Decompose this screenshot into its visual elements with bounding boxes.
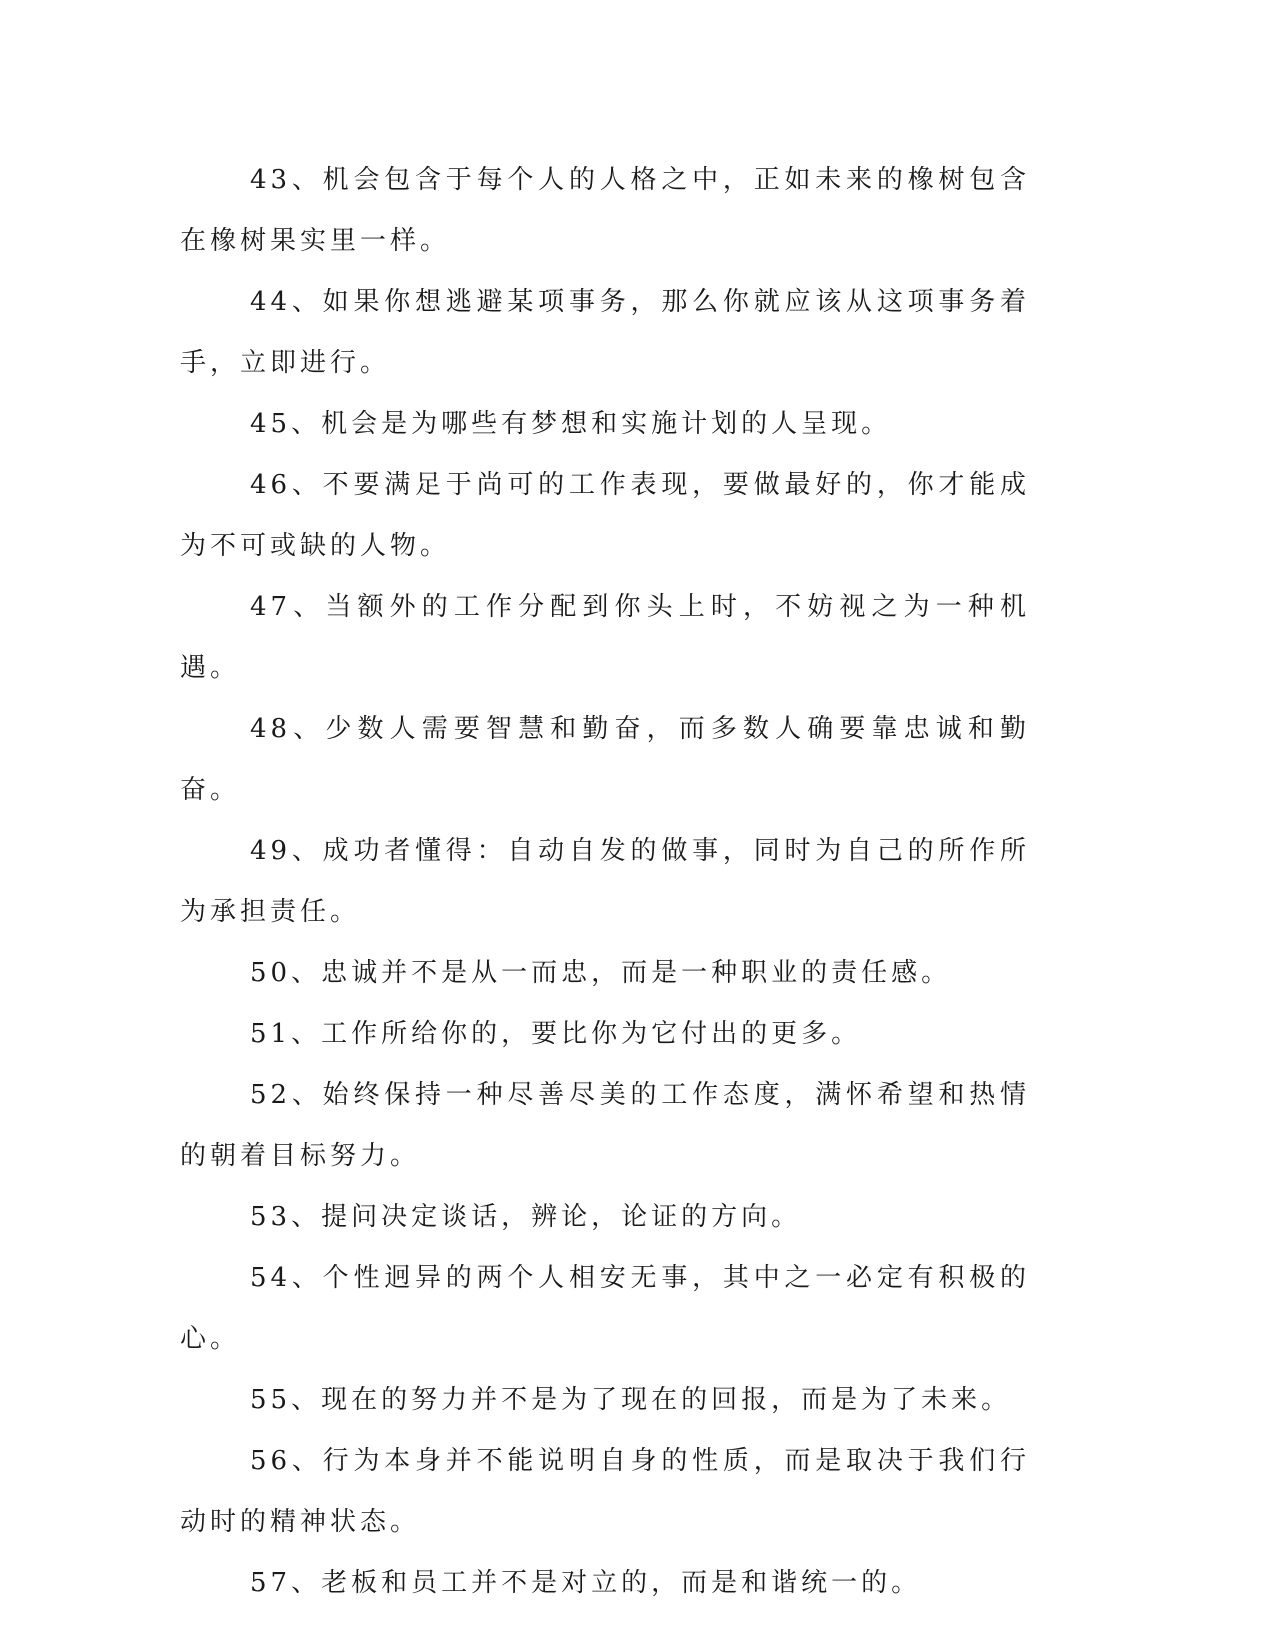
paragraph-56: 56、行为本身并不能说明自身的性质，而是取决于我们行动时的精神状态。 — [180, 1446, 1030, 1537]
paragraph-45: 45、机会是为哪些有梦想和实施计划的人呈现。 — [250, 409, 892, 439]
paragraph-55: 55、现在的努力并不是为了现在的回报，而是为了未来。 — [250, 1385, 1012, 1415]
paragraph-44: 44、如果你想逃避某项事务，那么你就应该从这项事务着手，立即进行。 — [180, 287, 1030, 378]
paragraph-46: 46、不要满足于尚可的工作表现，要做最好的，你才能成为不可或缺的人物。 — [180, 470, 1030, 561]
paragraph-43: 43、机会包含于每个人的人格之中，正如未来的橡树包含在橡树果实里一样。 — [180, 165, 1030, 256]
paragraph-50: 50、忠诚并不是从一而忠，而是一种职业的责任感。 — [250, 958, 952, 988]
paragraph-53: 53、提问决定谈话，辨论，论证的方向。 — [250, 1202, 802, 1232]
paragraph-57: 57、老板和员工并不是对立的，而是和谐统一的。 — [250, 1568, 922, 1598]
paragraph-52: 52、始终保持一种尽善尽美的工作态度，满怀希望和热情的朝着目标努力。 — [180, 1080, 1030, 1171]
document-body — [180, 150, 1030, 1614]
paragraph-48: 48、少数人需要智慧和勤奋，而多数人确要靠忠诚和勤奋。 — [180, 714, 1030, 805]
paragraph-47: 47、当额外的工作分配到你头上时，不妨视之为一种机遇。 — [180, 592, 1030, 683]
paragraph-49: 49、成功者懂得：自动自发的做事，同时为自己的所作所为承担责任。 — [180, 836, 1030, 927]
paragraph-51: 51、工作所给你的，要比你为它付出的更多。 — [250, 1019, 862, 1049]
paragraph-54: 54、个性迥异的两个人相安无事，其中之一必定有积极的心。 — [180, 1263, 1030, 1354]
